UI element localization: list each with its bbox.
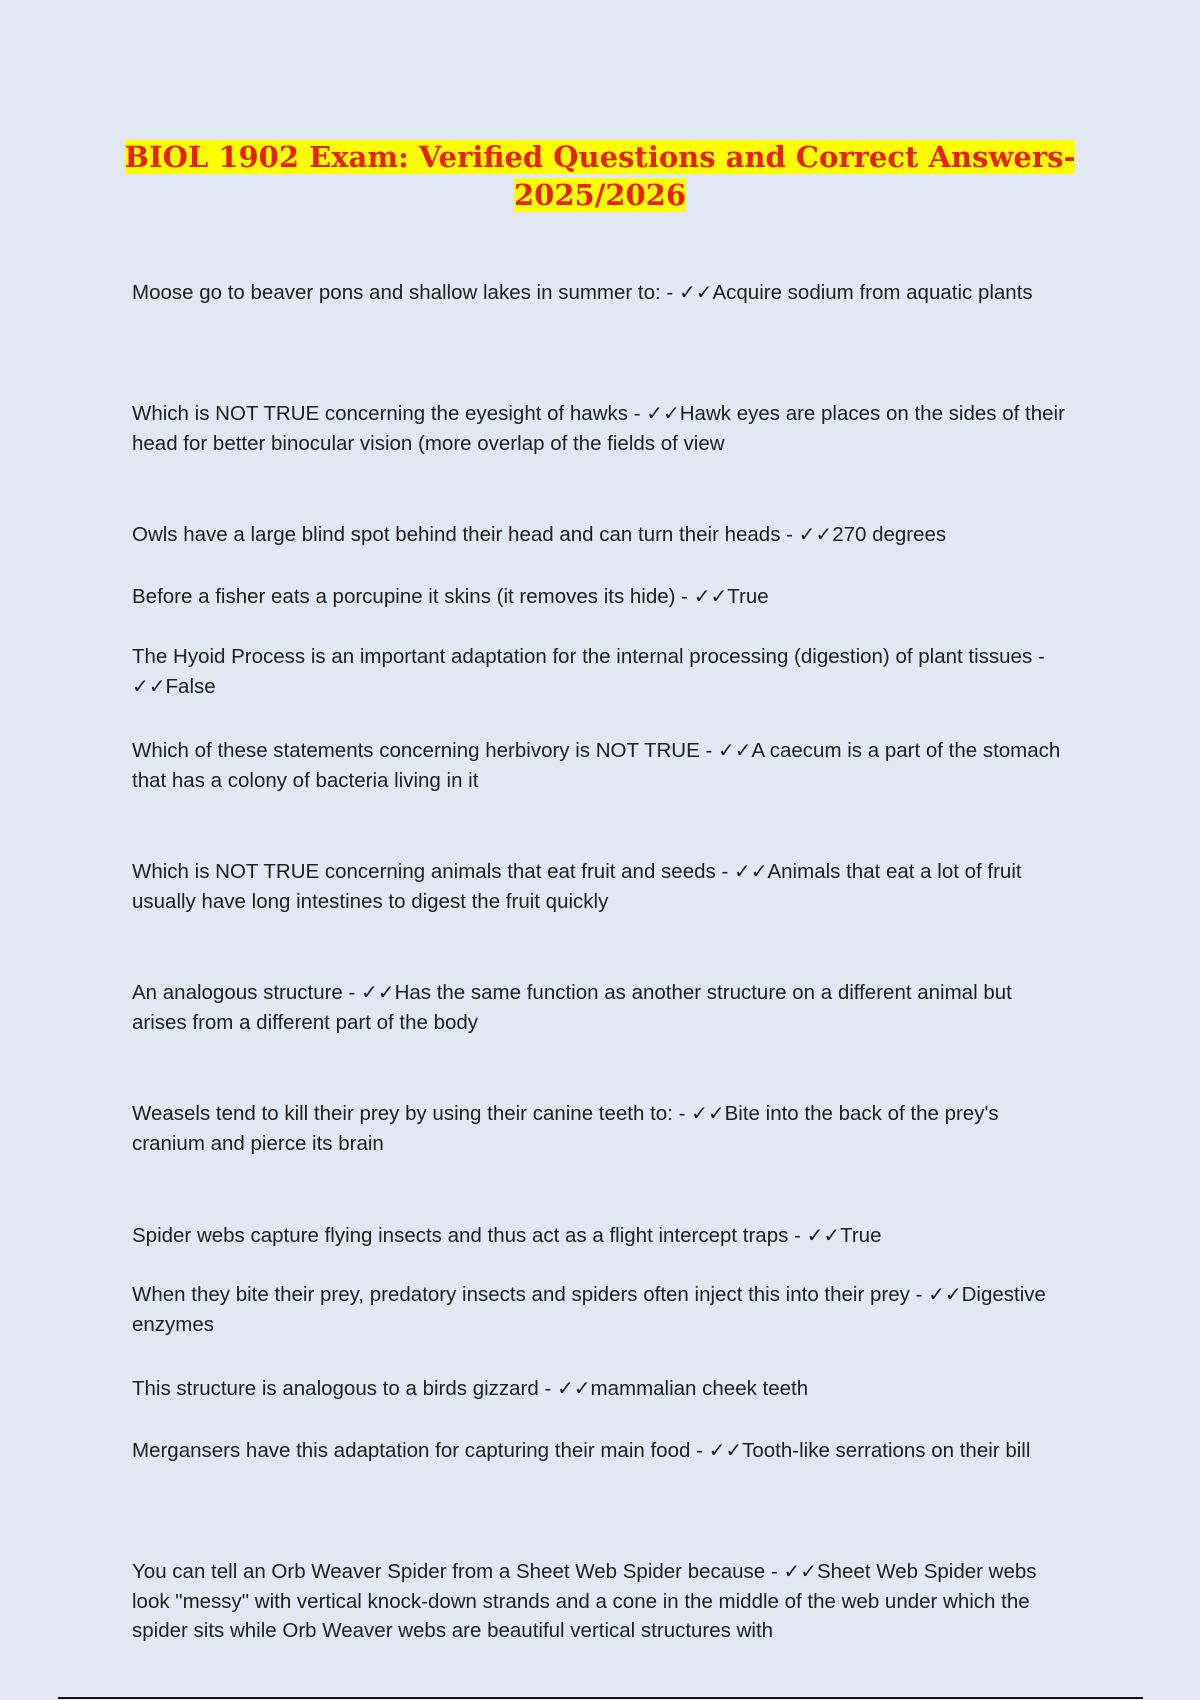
qa-item <box>132 399 1072 458</box>
qa-item <box>132 1221 1072 1251</box>
qa-item <box>132 978 1072 1037</box>
check-icon: ✓✓ <box>646 401 680 425</box>
question-text: Which of these statements concerning herbivory is NOT TRUE - <box>132 739 718 762</box>
qa-item <box>132 642 1072 701</box>
check-icon: ✓✓ <box>557 1376 591 1400</box>
check-icon: ✓✓ <box>733 859 768 883</box>
document-title <box>100 138 1100 214</box>
check-icon: ✓✓ <box>361 980 395 1004</box>
check-icon: ✓✓ <box>806 1223 841 1247</box>
qa-item <box>132 520 1072 550</box>
answer-text: Animals that eat a lot of fruit usually have long intestines to digest the fruit quickly <box>132 860 1022 913</box>
answer-text: True <box>840 1224 882 1247</box>
qa-item <box>132 857 1072 916</box>
answer-text: Sheet Web Spider webs look "messy" with vertical knock-down strands and a cone in the middle of the web under which the spider sits while Orb Weaver webs are beautiful vertical structures with <box>132 1560 1037 1642</box>
answer-text: 270 degrees <box>832 523 947 546</box>
qa-item <box>132 1557 1072 1646</box>
answer-text: Hawk eyes are places on the sides of their head for better binocular vision (more overlap of the fields of view <box>132 402 1065 455</box>
check-icon: ✓✓ <box>693 584 728 608</box>
check-icon: ✓✓ <box>718 738 752 762</box>
answer-text: Acquire sodium from aquatic plants <box>712 281 1033 304</box>
check-icon: ✓✓ <box>928 1282 962 1306</box>
answer-text: mammalian cheek teeth <box>590 1377 809 1400</box>
qa-item <box>132 1374 1072 1404</box>
check-icon: ✓✓ <box>678 280 713 304</box>
qa-item <box>132 1280 1072 1339</box>
qa-item <box>132 1099 1072 1158</box>
title-line-2: 2025/2026 <box>513 178 687 212</box>
question-text: Which is NOT TRUE concerning the eyesight of hawks - <box>132 402 647 425</box>
answer-text: Digestive enzymes <box>132 1283 1046 1336</box>
question-text: Owls have a large blind spot behind their head and can turn their heads - <box>132 523 799 546</box>
answer-text: A caecum is a part of the stomach that has a colony of bacteria living in it <box>132 739 1061 792</box>
qa-item <box>132 736 1072 795</box>
page-bottom-divider <box>58 1697 1143 1699</box>
title-line-1: BIOL 1902 Exam: Verified Questions and Correct Answers- <box>124 140 1076 174</box>
question-text: You can tell an Orb Weaver Spider from a Sheet Web Spider because - <box>132 1560 784 1583</box>
answer-text: Bite into the back of the prey's cranium and pierce its brain <box>132 1102 999 1155</box>
check-icon: ✓✓ <box>708 1438 743 1462</box>
question-text: Spider webs capture flying insects and thus act as a flight intercept traps - <box>132 1224 807 1247</box>
qa-item <box>132 582 1072 612</box>
question-text: Mergansers have this adaptation for capturing their main food - <box>132 1439 709 1462</box>
question-text: Weasels tend to kill their prey by using their canine teeth to: - <box>132 1102 692 1125</box>
question-text: The Hyoid Process is an important adaptation for the internal processing (digestion) of plant tissues - <box>132 645 1045 668</box>
qa-item <box>132 278 1072 308</box>
answer-text: True <box>727 585 769 608</box>
question-text: When they bite their prey, predatory insects and spiders often inject this into their prey - <box>132 1283 929 1306</box>
answer-text: False <box>165 674 216 698</box>
question-text: Moose go to beaver pons and shallow lakes in summer to: - <box>132 281 679 304</box>
question-text: An analogous structure - <box>132 981 362 1004</box>
qa-item <box>132 1436 1072 1466</box>
question-text: Which is NOT TRUE concerning animals that eat fruit and seeds - <box>132 860 734 883</box>
question-text: This structure is analogous to a birds gizzard - <box>132 1377 557 1400</box>
check-icon: ✓✓ <box>783 1559 817 1583</box>
check-icon: ✓✓ <box>798 522 833 546</box>
answer-text: Tooth-like serrations on their bill <box>742 1439 1031 1462</box>
answer-text: Has the same function as another structure on a different animal but arises from a different part of the body <box>132 981 1012 1034</box>
check-icon: ✓✓ <box>132 673 166 698</box>
question-text: Before a fisher eats a porcupine it skins (it removes its hide) - <box>132 585 694 608</box>
check-icon: ✓✓ <box>691 1101 725 1125</box>
